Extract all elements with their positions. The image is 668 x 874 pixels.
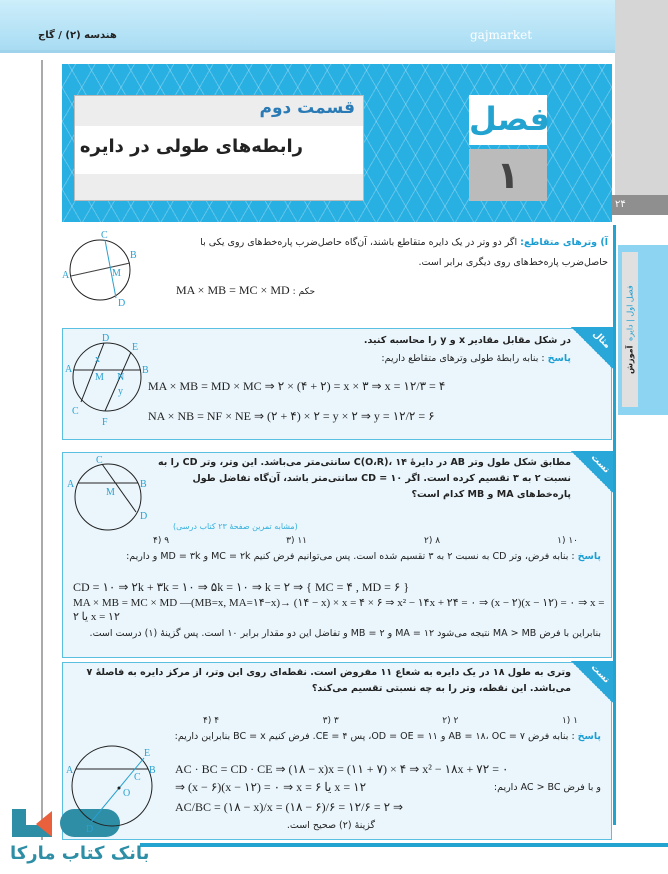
option-2[interactable]: ۸ (۲	[424, 536, 441, 546]
label-o: O	[123, 788, 131, 799]
test-2-options	[203, 715, 578, 727]
answer-label: پاسخ	[577, 731, 601, 742]
label-b: B	[130, 250, 137, 261]
test-1-figure	[64, 455, 154, 533]
test-2-conclusion: گزینهٔ (۲) صحیح است.	[286, 820, 375, 831]
definition-text	[160, 233, 608, 273]
option-2[interactable]: ۲ (۲	[442, 716, 459, 726]
label-m: M	[106, 487, 115, 498]
definition-rule	[176, 283, 315, 298]
rule-formula: MA × MB = MC × MD	[176, 283, 290, 297]
example-corner	[571, 327, 613, 369]
label-a: A	[67, 479, 75, 490]
test-2-line-2: ⇒ (x − ۶)(x − ۱۲) = ۰ ⇒ x = ۶ یا x = ۱۲	[175, 780, 367, 794]
test-2-question: وتری به طول ۱۸ در یک دایره به شعاع ۱۱ مفروض است. نقطه‌ای روی این وتر، از مرکز دایره به فاصلهٔ ۷ می‌باشد. این نقطه، وتر را به چه نسبتی تقسیم می‌کند؟	[86, 667, 571, 694]
example-answer-intro	[171, 349, 571, 369]
chapter-title: رابطه‌های طولی در دایره	[79, 136, 303, 157]
side-tab-section: آموزش	[625, 345, 635, 374]
label-f: F	[102, 417, 108, 428]
label-c: C	[96, 455, 103, 466]
test-2-line-1: AC · BC = CD · CE ⇒ (۱۸ − x)x = (۱۱ + ۷) × ۴ ⇒ x² − ۱۸x + ۷۲ = ۰	[175, 762, 509, 776]
label-y: y	[118, 386, 123, 397]
label-a: A	[66, 765, 74, 776]
definition-body: اگر دو وتر در یک دایره متقاطع باشند، آن‌گاه حاصل‌ضرب پاره‌خط‌های روی یکی با حاصل‌ضرب پاره‌خط‌های روی دیگری برابر است.	[200, 237, 608, 268]
logo-text: بانک کتاب مارکا	[10, 843, 150, 864]
label-b: B	[142, 365, 149, 376]
option-3[interactable]: ۳ (۳	[322, 716, 339, 726]
test-1-options	[153, 535, 578, 547]
label-c: C	[101, 230, 108, 241]
rule-label: : حکم	[292, 287, 316, 297]
label-c: C	[134, 772, 141, 783]
side-rule	[613, 225, 616, 825]
option-1[interactable]: ۱۰ (۱	[557, 536, 578, 546]
label-e: E	[132, 342, 139, 353]
example-line-1: MA × MB = MD × MC ⇒ ۲ × (۴ + ۲) = x × ۳ ⇒ x = ۱۲/۳ = ۴	[148, 379, 446, 393]
test-2-assume: و با فرض AC > BC داریم:	[493, 782, 601, 793]
example-tag: مثال	[590, 329, 612, 351]
label-n: N	[117, 372, 125, 383]
test-2-tag: تست	[588, 662, 612, 686]
test-1-reference: (مشابه تمرین صفحهٔ ۲۳ کتاب درسی)	[173, 522, 298, 531]
label-d: D	[86, 824, 94, 835]
option-4[interactable]: ۴ (۴	[203, 716, 220, 726]
option-3[interactable]: ۱۱ (۳	[286, 536, 307, 546]
intersecting-chords-figure	[60, 228, 140, 308]
example-figure	[62, 332, 157, 440]
test-1-tag: تست	[588, 452, 612, 476]
chapter-number: ۱	[469, 149, 547, 201]
label-m: M	[112, 268, 121, 279]
test-1-question: مطابق شکل طول وتر AB در دایرهٔ C(O،R)، ۱۴ سانتی‌متر می‌باشد. این وتر، وتر CD را به نسبت ۲ به ۳ تقسیم کرده است. اگر CD = ۱۰ سانتی‌متر باشد، آن‌گاه تفاضل طول پاره‌خط‌های MA و MB کدام است؟	[157, 457, 571, 500]
header-band	[0, 0, 615, 50]
test-1-corner	[571, 451, 613, 493]
title-panel	[74, 95, 364, 201]
test-1-line-1: CD = ۱۰ ⇒ ۲k + ۳k = ۱۰ ⇒ ۵k = ۱۰ ⇒ k = ۲ ⇒ { MC = ۴ , MD = ۶ }	[73, 580, 410, 594]
test-2-figure	[64, 736, 160, 836]
chapter-word: فصل	[469, 95, 547, 145]
side-tab-label	[622, 252, 638, 407]
test-1-conclusion: بنابراین با فرض MA > MB نتیجه می‌شود MA = ۱۲ و MB = ۲ و تفاضل این دو مقدار برابر ۱۰ است. پس گزینهٔ (۱) درست است.	[89, 628, 601, 639]
example-question: در شکل مقابل مقادیر x و y را محاسبه کنید.	[363, 335, 571, 346]
label-d: D	[102, 333, 110, 344]
label-x: x	[95, 354, 100, 365]
left-rule	[41, 60, 43, 840]
example-line-2: NA × NB = NF × NE ⇒ (۲ + ۴) × ۲ = y × ۲ ⇒ y = ۱۲/۲ = ۶	[148, 409, 435, 423]
test-2-corner	[571, 661, 613, 703]
part-title: قسمت دوم	[259, 98, 355, 118]
side-tab-chapter: فصل اول | دایره	[625, 285, 635, 342]
test-1-line-2: MA × MB = MC × MD —(MB=x, MA=۱۴−x)→ (۱۴ − x) × x = ۴ × ۶ ⇒ x² − ۱۴x + ۲۴ = ۰ ⇒ (x − ۲)(x − ۱۲) = ۰ ⇒ x = ۲ یا x = ۱۲	[73, 597, 605, 623]
option-4[interactable]: ۹ (۴	[153, 536, 170, 546]
label-a: A	[62, 270, 70, 281]
label-e: E	[144, 748, 151, 759]
header-rule	[0, 50, 615, 53]
label-m: M	[95, 372, 104, 383]
answer-intro: : بنابه فرض AB = ۱۸، OC = ۷ و OD = OE = ۱۱، پس CE = ۴. فرض کنیم BC = x بنابراین داریم:	[174, 731, 575, 742]
test-1-answer-intro	[71, 549, 601, 564]
chapter-banner	[62, 64, 612, 222]
option-1[interactable]: ۱ (۱	[561, 716, 578, 726]
footer-rule	[140, 843, 668, 847]
book-title: هندسه (۲) / گاج	[38, 30, 117, 41]
label-a: A	[65, 364, 73, 375]
answer-intro: : بنابه رابطهٔ طولی وترهای متقاطع داریم:	[381, 353, 545, 364]
definition-label: آ) وترهای متقاطع:	[520, 237, 608, 248]
margin-strip	[615, 0, 668, 200]
label-c: C	[72, 406, 79, 417]
brand-logo: gajmarket	[470, 28, 533, 42]
label-d: D	[140, 511, 148, 522]
label-b: B	[140, 479, 147, 490]
label-d: D	[118, 298, 126, 308]
test-2-line-3: AC/BC = (۱۸ − x)/x = (۱۸ − ۶)/۶ = ۱۲/۶ = ۲ ⇒	[175, 800, 404, 814]
answer-label: پاسخ	[577, 551, 601, 562]
label-b: B	[149, 765, 156, 776]
test-2-answer-intro	[161, 729, 601, 744]
answer-label: پاسخ	[547, 353, 571, 364]
page-number: ۲۴	[607, 195, 668, 215]
answer-intro: : بنابه فرض، وتر CD به نسبت ۲ به ۳ تقسیم شده است. پس می‌توانیم فرض کنیم MC = ۲k و MD = ۳k و داریم:	[126, 551, 575, 562]
